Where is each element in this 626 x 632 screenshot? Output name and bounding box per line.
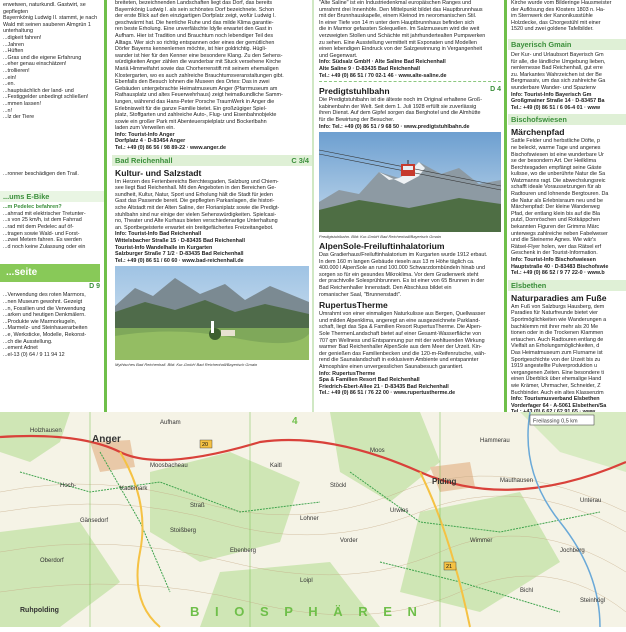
text-line: der Auflösung des Klosters 1803 n. Ha-: [511, 6, 605, 13]
text-line: der prachtvolle Solesprühbrunnen. Es ist einer von 65 Brunnen in der: [319, 278, 485, 285]
text-line: und milden Alpenklima, angeregt an eine ausgezeichnete Parkland-: [319, 317, 481, 324]
text-line: ...ch die Ausstellung.: [3, 338, 53, 345]
text-line: im Sternwerk der Kanonikusstühle: [511, 13, 593, 20]
section-banner: ...seite D 9: [0, 264, 104, 292]
text-line: Gast das Passende bereit. Die gepflegten Parkanlagen, die histori-: [115, 198, 275, 205]
text-line: Am Fuß von Salzburgs Hausberg, dem: [511, 303, 605, 310]
place-label: Hoch-: [60, 483, 77, 489]
column-divider: [504, 0, 507, 412]
text-line: Aufham. Hier ist Tradition und Brauchtum noch lebendiger Teil des: [115, 32, 274, 39]
text-line: ren beste Erholung. Eine unverfälschte Idylle erwartet den Gast in: [115, 26, 273, 33]
biosphere-label: B I O S P H Ä R E N: [190, 604, 423, 619]
text-line: Info: Tel.: +49 (0) 86 51 / 9 68 50 · www.predigtstuhlbahn.de: [319, 123, 470, 130]
trail-note: ...ronner beschädigen den Trail.: [3, 170, 79, 177]
anger-info: [112, 132, 312, 152]
ebike-subheading: ...m Pedelec befahren?: [3, 204, 62, 211]
text-line: ...Festiggelder unbedingt schließen!: [3, 94, 89, 101]
text-line: Sportgeschichte von der Urzeit bis zu: [511, 356, 601, 363]
text-line: ...mmen lassen!: [3, 100, 42, 107]
text-line: Rathausplatz und altes Feuerwehrhaus) zeigt heimatkundliche Samm-: [115, 92, 283, 99]
ebike-heading: ...ums E-Bike: [0, 191, 104, 202]
text-line: umrahmt drei Innenhöfe. Den Mittelpunkt bildet das Hauptbrunnhaus: [319, 6, 483, 13]
text-line: kulisse, wo die unberührte Natur die Sa: [511, 171, 606, 178]
alpensole-text: [316, 252, 504, 298]
text-line: In dem 160 m langen Gebäude rieseln aus 13 m Höhe täglich ca.: [319, 258, 475, 265]
text-line: Sole ThermenLandschaft bietet auf einer Gesamt-Wasserfläche von: [319, 331, 482, 338]
predigtstuhl-info: [316, 124, 504, 131]
text-line: die Natur als Erlebnisraum neu und be: [511, 197, 603, 204]
text-line: ...Produkte wie Marmorkugeln,: [3, 318, 77, 325]
text-line: Tel.: +49 (0) 86 56 / 98 89-22 · www.anger.de: [115, 145, 227, 152]
anger-text: [112, 0, 312, 132]
text-line: Märchenpfad: Der kleine Wanderweg: [511, 204, 600, 211]
text-line: Berchtesgaden empfängt seine Gäste: [511, 164, 602, 171]
ebike-text: [0, 211, 104, 251]
text-line: bachklemm mit ihrer mehr als 20 Me: [511, 323, 599, 330]
text-line: Bayernkönig Ludwig I. als sein schönstes Dorf bezeichnete. Schon: [115, 6, 275, 13]
text-line: Spa & Familien Resort Bad Reichenhall: [319, 377, 420, 384]
text-line: Watzmanns ragt. Die abwechslungsreic: [511, 177, 606, 184]
text-line: ...arken und heutigen Denkmälern.: [3, 312, 86, 319]
text-line: wunderbare Wander- und Spazierw: [511, 84, 596, 91]
text-line: rend die Saunalandschaft in exklusivem Ambiente und entspannter: [319, 357, 479, 364]
naturparadies-text: [508, 304, 626, 396]
place-label: Holzhausen: [30, 428, 62, 434]
topographic-map[interactable]: [0, 412, 626, 627]
place-label: Piding: [432, 477, 457, 486]
text-line: 400.000 l AlpenSole an rund 100.000 Schwarzdornbündeln hinab und: [319, 265, 486, 272]
text-line: 1520 und zwei goldene Tafelbilder.: [511, 26, 594, 33]
text-line: nenlernesse Bad Reichenhall, gut erre: [511, 65, 603, 72]
text-line: ...eher genau einschätzen!: [3, 61, 67, 68]
place-label: Hammerau: [480, 438, 510, 444]
bischofswiesen-band: Bischofswiesen: [508, 114, 626, 125]
text-line: Tourist-Info Wandelhalle im Kurgarten: [115, 244, 213, 251]
text-line: Vielfalt an Erholungsmöglichkeiten, d: [511, 343, 600, 350]
text-line: Hauptstraße 40 · D-83483 Bischofswie: [511, 263, 609, 270]
text-line: Paradies für Naturfreunde bietet vier: [511, 310, 598, 317]
text-line: Salzburger Straße 7 1/2 · D-83435 Bad Reichenhall: [115, 251, 244, 258]
place-label: Aufham: [160, 420, 181, 426]
text-line: Mariä Himmelfahrt sowie das Chorherrenstift mit seinem ehemaligen: [115, 65, 279, 72]
text-line: ...e, Werksticke, Modelle, Rekonst-: [3, 332, 87, 338]
text-line: und Gegenwart.: [319, 52, 358, 59]
tips-text: [0, 2, 104, 121]
text-line: ne beleckt, warme Tage und angenes: [511, 144, 601, 151]
place-label: Stöckl: [330, 483, 347, 489]
text-line: ...zwei Metern fahren. Es werden: [3, 237, 82, 244]
text-line: ...digkeit fahren!: [3, 34, 42, 41]
text-line: bekannten Figuren der Grimms Märc: [511, 224, 600, 231]
text-line: no, Theater und Alte Kurhaus bieten verschiedenartige Unterhaltung: [115, 218, 278, 225]
place-label: Vorder: [340, 538, 358, 544]
bad-reichenhall-band: Bad Reichenhall C 3/4: [112, 155, 312, 166]
grid-ref: D 9: [89, 283, 100, 291]
place-label: Moos: [370, 448, 385, 454]
text-line: ...ahrrad mit elektrischer Tretunter-: [3, 210, 86, 217]
text-line: ...s von 25 km/h, ist dem Fahrrad: [3, 217, 82, 224]
place-label: Lohner: [300, 516, 319, 522]
text-line: wie Krämer, Uhrmacher, Schneider, Z: [511, 382, 601, 389]
column-anger: [112, 0, 312, 412]
place-label: Kaitl: [270, 463, 282, 469]
museum-text: [0, 292, 104, 358]
place-label: Wimmer: [470, 538, 493, 544]
text-line: ...lz der Tiere: [3, 114, 35, 121]
text-line: Bad Reichenhaller Innenstadt. Den Abschluss bildet ein: [319, 285, 452, 292]
text-line: einen Überblick über ehemalige Hand: [511, 376, 602, 383]
text-line: Tel.: +49 (0) 86 51 / 6 06-4 01 · www: [511, 104, 601, 111]
place-label: Anger: [92, 434, 121, 445]
text-line: Bayernkönig Ludwig II. stammt, je nach: [3, 15, 98, 22]
text-line: sche Altstadt mit der Alten Saline, der Florianiplatz sowie die Predigt-: [115, 205, 280, 212]
predigtstuhl-heading: Predigtstuhlbahn D 4: [319, 86, 501, 97]
text-line: einen lebendigen Eindruck von der Salzgewinnung in Vergangenheit: [319, 46, 483, 53]
text-line: Die Predigtstuhlbahn ist die älteste noch im Original erhaltene Groß-: [319, 97, 482, 104]
text-line: Info: Tourist-Info Anger: [115, 131, 175, 138]
text-line: Das Heimatmuseum zum Flurname ist: [511, 349, 603, 356]
divider: [319, 81, 501, 82]
place-label: Stoißberg: [170, 528, 197, 534]
text-line: stuhlbahn sind nur einige der vielen Sehenswürdigkeiten. Spielcasi-: [115, 211, 277, 218]
text-line: Tel.: +49 (0) 86 51 / 70 02-1 46 · www.alte-saline.de: [319, 72, 447, 79]
text-line: ...hauptsächlich der land- und: [3, 87, 74, 94]
text-line: schaft, liegt das Spa & Familien Resort RupertusTherme. Die Alpen-: [319, 324, 482, 331]
text-line: Tel.: +49 (0) 86 52 / 9 77 22-0 · www.b: [511, 270, 605, 277]
place-label: Gänsedorf: [80, 518, 109, 524]
text-line: ...el-13 (0) 64 / 9 11 94 12: [3, 351, 65, 358]
place-label: Bichl: [520, 588, 534, 594]
text-line: Sattle Felder und herbstliche Döfte, p: [511, 138, 600, 145]
road-number: [200, 440, 212, 448]
text-line: Geschenk in der Tourist-Information.: [511, 250, 598, 257]
text-line: schafft ideale Voraussetzungen für ab: [511, 184, 602, 191]
valley-photo: [115, 266, 309, 360]
place-label: Ebenberg: [230, 548, 257, 554]
place-label: Kademark: [120, 486, 148, 492]
text-line: laden zum Verweilen ein.: [115, 125, 175, 132]
svg-text:21: 21: [446, 564, 453, 570]
text-line: der erste Blick auf den einzigartigen Dorfplatz zeigt, wofür Ludwig I.: [115, 13, 276, 20]
text-line: putzl, Dornröschen und Rotkäppchen: [511, 217, 601, 224]
text-line: 1919 angestellte Pulverproduktion u: [511, 363, 598, 370]
photo-caption: Mythisches Bad Reichenhall. Bild: Kur-GmbH Bad Reichenhall/Bayerisch Gmain: [115, 362, 258, 368]
text-line: Sportmöglichkeiten wie Wanderungen a: [511, 316, 607, 323]
text-line: vergangenen Zeiten. Eine besondere ti: [511, 369, 604, 376]
text-line: warmer Bad Reichenhaller AlpenSole aus dem Meer der Urzeit. Kin-: [319, 344, 482, 351]
rupertus-info: [316, 371, 504, 397]
text-line: mit der Brunnhauskapelle, einem Kleinod im neoromanischen Stil.: [319, 13, 477, 20]
text-line: Dörfer Bayerns kennenlernen möchte, ist hier goldrichtig. Hügli-: [115, 46, 267, 53]
elsbethen-band: Elsbethen: [508, 280, 626, 291]
text-line: für alle, die ländliche Umgebung lieben,: [511, 58, 606, 65]
text-line: Erlebniswelt für die ganze Familie bietet. Ein großzügiger Spiel-: [115, 105, 267, 112]
text-line: ihren Dienst. Auf dem Gipfel sorgen das Berghotel und die Almhütte: [319, 110, 481, 117]
text-line: In einer Tiefe von 14 m unter dem Hauptbrunnhaus befinden sich: [319, 19, 475, 26]
text-line: zu. Markantes Wahrzeichen ist der Be: [511, 71, 602, 78]
text-line: platz, Stoffgarten und zahlreiche Auto-, Flug- und Eisenbahnobjekte: [115, 112, 277, 119]
grid-number: 4: [292, 416, 298, 427]
cablecar-photo: [319, 132, 501, 232]
text-line: Kirche wurde vom Bilderinge Hausmeister: [511, 0, 612, 6]
predigtstuhl-text: [316, 97, 504, 123]
column-saline: [316, 0, 504, 412]
text-line: ...d noch keine Zulassung oder ein: [3, 243, 86, 250]
text-line: Ebenfalls den Besuch lohnen die Museen des Ortes: Das in zwei: [115, 79, 270, 86]
text-line: sowie ein großer Park mit Abenteuerspielplatz und Bockerlbahn: [115, 118, 267, 125]
text-line: Alte Saline 9 · D-83435 Bad Reichenhall: [319, 65, 420, 72]
text-line: Radtouren und lohnende Bergtouren. Da: [511, 191, 609, 198]
gmain-info: [508, 92, 626, 112]
text-line: erwetwen, naturkundl. Gastwirt, se gepflegten: [3, 2, 86, 15]
reichenhall-info: [112, 231, 312, 264]
text-line: an. Sportbegeisterte erwartet ein breitgefächertes Freizeitangebot.: [115, 224, 274, 231]
alpensole-title: AlpenSole-Freiluftinhalatorium: [319, 241, 445, 252]
text-line: Wittelsbacher Straße 15 · D-83435 Bad Reichenhall: [115, 238, 245, 244]
text-line: Klostergarten, wo es auch zahlreiche Brauchtumsveranstaltungen gibt.: [115, 72, 284, 79]
text-line: Umrahmt von einer einmaligen Naturkulisse aus Bergen, Quellwasser: [319, 311, 486, 318]
svg-text:20: 20: [202, 442, 209, 448]
text-line: Tel.: +49 (0) 86 51 / 76 22 00 · www.rupertustherme.de: [319, 390, 456, 397]
text-line: romanischer Saal, "Brunnenstadt".: [319, 291, 402, 298]
text-line: ...ein!: [3, 74, 17, 81]
text-line: geschwärmt hat. Die herrliche Ruhe und das milde Klima garantie-: [115, 19, 274, 26]
text-line: breiteten, bezeichnenden Landschaften liegt das Dorf, das bereits: [115, 0, 273, 6]
text-line: lungen, während das Hans-Peter Porsche TraumWerk in Anger die: [115, 98, 275, 105]
text-line: ...n, Fossilien und die Verwendung: [3, 305, 86, 312]
column-divider: [312, 0, 314, 412]
text-line: ...Gras und die eigene Erfahrung: [3, 54, 82, 61]
text-line: ...n!: [3, 107, 12, 114]
rupertus-text: [316, 311, 504, 370]
road-number: [444, 562, 456, 570]
text-line: die in Marmor gefassten Solequellen. Im Salzmuseum wird die weit: [319, 26, 480, 33]
text-line: würdigkeiten Anger zählen die wunderbar mit Stuck versehene Kirche: [115, 59, 282, 66]
text-line: Friedrich-Ebert-Allee 21 · D-83435 Bad Reichenhall: [319, 383, 449, 390]
kultur-text: [112, 179, 312, 232]
text-line: Wald mit seinen sauberen Almgrün 1 unterhaltung: [3, 21, 91, 35]
place-label: Loipl: [300, 578, 313, 584]
text-line: ...tragen sowie Wald- und Forst-: [3, 230, 80, 237]
text-line: ...en.: [3, 81, 15, 88]
text-line: ...Hüften: [3, 48, 24, 55]
place-label: Jochberg: [560, 548, 585, 554]
gmain-text: [508, 52, 626, 92]
text-line: Info: RupertusTherme: [319, 370, 376, 377]
text-line: ...Jahren: [3, 41, 24, 48]
kultur-title: Kultur- und Salzstadt: [115, 167, 202, 178]
column-divider: [104, 0, 107, 412]
text-line: Pfad, der entlang klein bis auf die Bla: [511, 210, 601, 217]
text-line: "Alte Saline" ist ein Industriedenkmal europäischen Ranges und: [319, 0, 472, 6]
text-line: ...Marmelz- und Steinhauerarbeiten: [3, 325, 88, 332]
text-line: Info: Tourist-Info Bad Reichenhall: [115, 231, 202, 238]
place-label: Mauthausen: [500, 478, 534, 484]
place-label: Urwies: [390, 508, 409, 514]
text-line: Gebäuden untergebrachte Heimatmuseum Anger (Pfarrmuseum am: [115, 85, 278, 92]
text-line: Das Gradierhaus/Freiluftinhalatorium im Kurgarten wurde 1912 erbaut.: [319, 252, 488, 259]
text-line: sundheit, Kultur, Natur, Sport und Erholung hält die Stadt für jeden: [115, 191, 273, 198]
text-line: sorgen so für ein gesundes Mikroklima. Vor dem Gradierwerk steht: [319, 271, 479, 278]
text-line: Holzdecke, das Chorgestühl mit einer: [511, 19, 601, 26]
text-line: Atmosphäre einen unvergesslichen Saunabesuch garantiert.: [319, 364, 464, 370]
text-line: Info: Tourist-Info Bayerisch Gm: [511, 91, 592, 98]
text-line: Info: Tourist-Info Bischofswiesen: [511, 257, 596, 263]
text-line: Bergmassiv, um das sich zahlreiche Ga: [511, 78, 606, 85]
photo-caption: Predigtstuhlbahn. Bild: Kur-GmbH Bad Reichenhall/Bayerisch Gmain: [319, 234, 441, 240]
gmain-band: Bayerisch Gmain: [508, 39, 626, 50]
text-line: ...nen Museum gewohnt. Gezeigt: [3, 299, 83, 306]
text-line: Vorderfager 64 · A-5061 Elsbethen/Sa: [511, 402, 607, 409]
text-line: und die Steinerne Agnes. Wie wär's: [511, 237, 596, 244]
text-line: kabinenbahn der Welt. Seit dem 1. Juli 1928 erfüllt sie zuverlässig: [319, 103, 477, 110]
svg-text:Freilassing 0,5 km: Freilassing 0,5 km: [533, 418, 578, 425]
place-label: Moosbacheau: [150, 463, 188, 469]
text-line: Im Herzen des Ferienbereichs Berchtesgaden, Salzburg und Chiem-: [115, 178, 279, 185]
text-line: ...Verwendung des roten Marmors,: [3, 292, 86, 299]
map-canvas[interactable]: [0, 412, 626, 627]
text-line: ...rad mit dem Pedelec auf öf-: [3, 224, 74, 231]
text-line: Info: Südsalz GmbH · Alte Saline Bad Reichenhall: [319, 59, 446, 66]
place-label: Oberdorf: [40, 558, 64, 564]
text-line: ...ement Adnet: [3, 345, 38, 352]
column-gmain: [508, 0, 626, 412]
text-line: Buchbinder. Auch ein altes Klassenzim: [511, 389, 604, 396]
maerchenpfad-title: Märchenpfad: [511, 127, 565, 138]
place-label: Unterau: [580, 498, 602, 504]
saline-text: [316, 0, 504, 59]
text-line: 707 qm Wellness und Entspannung pur mit der wohltuenden Wirkung: [319, 337, 485, 344]
text-line: wander ist hier für den Kenner eine besondere Klang. Zu den Sehens-: [115, 52, 283, 59]
text-line: se der besondern Art. Der Heilklima: [511, 158, 597, 165]
column-tips: [0, 0, 104, 412]
text-line: see liegt Bad Reichenhall. Mit den Angeboten in den Bereichen Ge-: [115, 185, 277, 192]
rupertus-title: RupertusTherme: [319, 300, 388, 311]
text-line: Tel.: +49 (0) 86 51 / 60 60 · www.bad-reichenhall.de: [115, 257, 244, 264]
text-line: Bischofswiesen ist eine wunderbare Ur: [511, 151, 604, 158]
text-line: ...trollieren!: [3, 67, 30, 74]
maerchenpfad-text: [508, 138, 626, 257]
text-line: unterwegs zahlreiche neben Fabelweser: [511, 230, 608, 237]
text-line: Info: Tourismusverband Elsbethen: [511, 396, 600, 403]
text-line: Der Kur- und Urlaubsort Bayerisch Gm: [511, 51, 604, 58]
text-line: der genießen das Familienbecken und die 120-m-Reifenrutsche, wäh-: [319, 350, 486, 357]
saline-info: [316, 59, 504, 79]
text-line: tionen oder in die Trockenen Klammen: [511, 330, 604, 337]
place-label: Steinhögl: [580, 598, 606, 604]
place-label: Ruhpolding: [20, 607, 59, 614]
text-line: für die Bewirtung der Besucher.: [319, 116, 395, 123]
text-line: Rätsel-Flyer holen, wer das Rätsel erf: [511, 243, 602, 250]
place-label: Straß: [190, 503, 205, 509]
text-line: Dorfplatz 4 · D-83454 Anger: [115, 138, 186, 145]
text-line: ertauchen. Auch Radtouren entlang de: [511, 336, 604, 343]
text-line: verzweigten Stollen und Schächte mit jahrhundertealten Pumpwerken: [319, 32, 486, 39]
kirche-text: [508, 0, 626, 33]
bischofswiesen-info: [508, 257, 626, 277]
text-line: Großgmainer Straße 14 · D-83457 Ba: [511, 98, 605, 105]
text-line: zu sehen. Eine Ausstellung vermittelt mit Exponaten und Modellen: [319, 39, 477, 46]
naturparadies-title: Naturparadies am Fuße: [511, 292, 607, 303]
freilassing-sign: [530, 415, 594, 425]
text-line: Alltags. Wer sich so richtig entspannen oder eines der gemütlichen: [115, 39, 275, 46]
